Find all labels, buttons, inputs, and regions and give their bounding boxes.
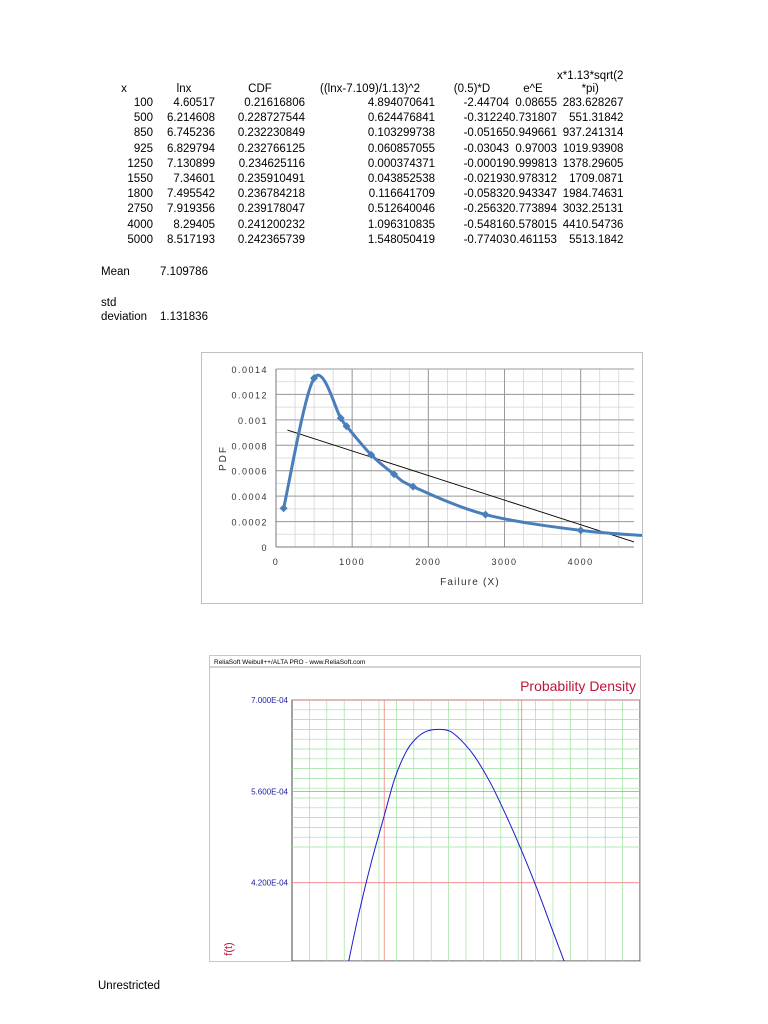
table-cell: 0.949661 [509,127,557,140]
table-cell: 1019.93908 [562,142,624,155]
table-cell: 0.731807 [509,112,557,125]
y-tick-label: 0.001 [237,415,268,426]
table-cell: 4.894070641 [367,97,435,109]
table-cell: 925 [133,142,153,155]
table-cell: 6.745236 [167,127,215,140]
table-cell: 8.29405 [173,218,215,231]
table-cell: 0.232230849 [237,127,305,140]
table-cell: 1378.29605 [562,157,624,170]
software-header: ReliaSoft Weibull++/ALTA PRO - www.ReliaSoft.com [214,659,366,666]
table-row [95,187,623,202]
table-cell: -0.54816 [463,218,509,231]
table-row [95,172,623,187]
x-tick-label: 4000 [567,557,594,567]
table-cell: 7.34601 [173,173,215,186]
linear-trendline [287,430,634,542]
table-cell: 0.000374371 [367,157,435,170]
data-point [481,511,489,519]
pdf-chart [201,352,643,604]
column-header: ((lnx-7.109)/1.13)^2 [320,83,420,95]
std-label-line1: std [101,297,117,309]
table-cell: 0.08655 [515,97,557,109]
y-tick-label: 0.0002 [231,517,268,528]
table-cell: 8.517193 [167,233,215,246]
table-cell: 4410.54736 [562,218,624,231]
table-cell: 2750 [127,203,153,216]
x-tick-label: 3000 [491,557,518,567]
table-cell: -0.25632 [463,203,509,216]
table-cell: 850 [133,127,153,140]
table-row [95,126,623,141]
y-tick-label: 0.0014 [231,365,268,375]
pdf-series-line [284,375,642,536]
y-tick-label: 0.0012 [231,390,268,401]
table-cell: 0.103299738 [367,127,435,140]
table-cell: 0.232766125 [237,142,305,155]
table-row [95,142,623,157]
data-table [95,68,623,248]
mean-value: 7.109786 [160,266,208,278]
table-cell: 0.241200232 [237,218,305,231]
x-tick-label: 0 [272,557,280,567]
table-cell: 0.773894 [509,203,557,216]
table-cell: 1800 [127,188,153,201]
table-cell: 4.60517 [173,97,215,109]
column-header: (0.5)*D [453,83,491,95]
table-cell: 1984.74631 [562,188,624,201]
y-tick-label: 5.600E-04 [251,787,288,797]
table-cell: 0.512640046 [367,203,435,216]
table-cell: 0.97003 [515,142,557,155]
table-row [95,202,623,217]
table-cell: 0.943347 [509,188,557,201]
table-cell: 7.919356 [167,203,215,216]
reliasoft-chart-svg [210,656,640,961]
y-tick-label: 0.0004 [231,492,268,503]
table-cell: 0.239178047 [237,203,305,216]
table-cell: -0.03043 [463,142,509,155]
pdf-chart-svg [202,353,642,603]
x-tick-label: 1000 [339,557,366,567]
table-cell: 0.242365739 [237,233,305,246]
table-cell: 283.628267 [562,97,624,109]
table-cell: 500 [133,112,153,125]
y-axis-label: PDF [218,445,229,471]
std-value: 1.131836 [160,311,208,323]
x-tick-label: 2000 [415,557,442,567]
table-cell: 0.999813 [509,157,557,170]
table-cell: 0.043852538 [367,173,435,186]
table-cell: 5513.1842 [569,233,624,246]
table-cell: -0.02193 [463,173,509,186]
footer-classification: Unrestricted [98,980,160,992]
table-row [95,218,623,233]
table-cell: -0.31224 [463,112,509,125]
y-tick-label: 0 [261,543,268,553]
chart-title: Probability Density [520,678,636,694]
table-cell: -0.77403 [463,233,509,246]
table-cell: 0.236784218 [237,188,305,201]
table-cell: 1250 [127,157,153,170]
column-header: x*1.13*sqrt(2 *pi) [556,70,624,95]
table-cell: 6.829794 [167,142,215,155]
mean-label: Mean [101,266,130,278]
column-header: CDF [248,83,272,95]
table-row [95,96,623,111]
table-cell: 0.578015 [509,218,557,231]
y-tick-label: 7.000E-04 [251,696,288,705]
table-cell: 6.214608 [167,112,215,125]
table-cell: 0.060857055 [367,142,435,155]
std-label-line2: deviation [101,311,148,323]
y-tick-label: 4.200E-04 [251,878,288,888]
table-cell: 1.096310835 [367,218,435,231]
table-cell: 100 [133,97,153,109]
y-axis-label: f(t) [223,942,235,956]
table-cell: 0.235910491 [237,173,305,186]
table-cell: 1550 [127,173,153,186]
table-cell: 7.130899 [167,157,215,170]
table-row [95,233,623,248]
table-cell: 551.31842 [569,112,624,125]
table-cell: 937.241314 [562,127,624,140]
table-cell: 0.624476841 [367,112,435,125]
reliasoft-chart [209,655,641,962]
table-cell: 0.228727544 [237,112,305,125]
table-cell: 1709.0871 [569,173,624,186]
y-tick-label: 0.0008 [231,441,268,452]
x-axis-label: Failure (X) [440,577,500,588]
column-header: e^E [523,83,543,95]
table-cell: -0.05832 [463,188,509,201]
table-cell: 0.461153 [509,233,557,246]
table-cell: -0.00019 [463,157,509,170]
table-cell: 3032.25131 [562,203,624,216]
table-row [95,111,623,126]
table-cell: -2.44704 [463,97,509,109]
table-cell: 0.234625116 [238,157,305,170]
table-cell: 7.495542 [167,188,215,201]
table-cell: 0.21616806 [244,97,305,109]
column-header: lnx [176,83,192,95]
table-cell: 1.548050419 [367,233,435,246]
table-cell: 5000 [127,233,153,246]
y-tick-label: 0.0006 [231,466,268,477]
table-cell: -0.05165 [463,127,509,140]
table-cell: 0.116641709 [368,188,435,201]
table-cell: 0.978312 [509,173,557,186]
data-point [577,526,585,534]
data-point [280,504,288,512]
column-header: x [121,83,127,95]
table-cell: 4000 [127,218,153,231]
table-row [95,157,623,172]
